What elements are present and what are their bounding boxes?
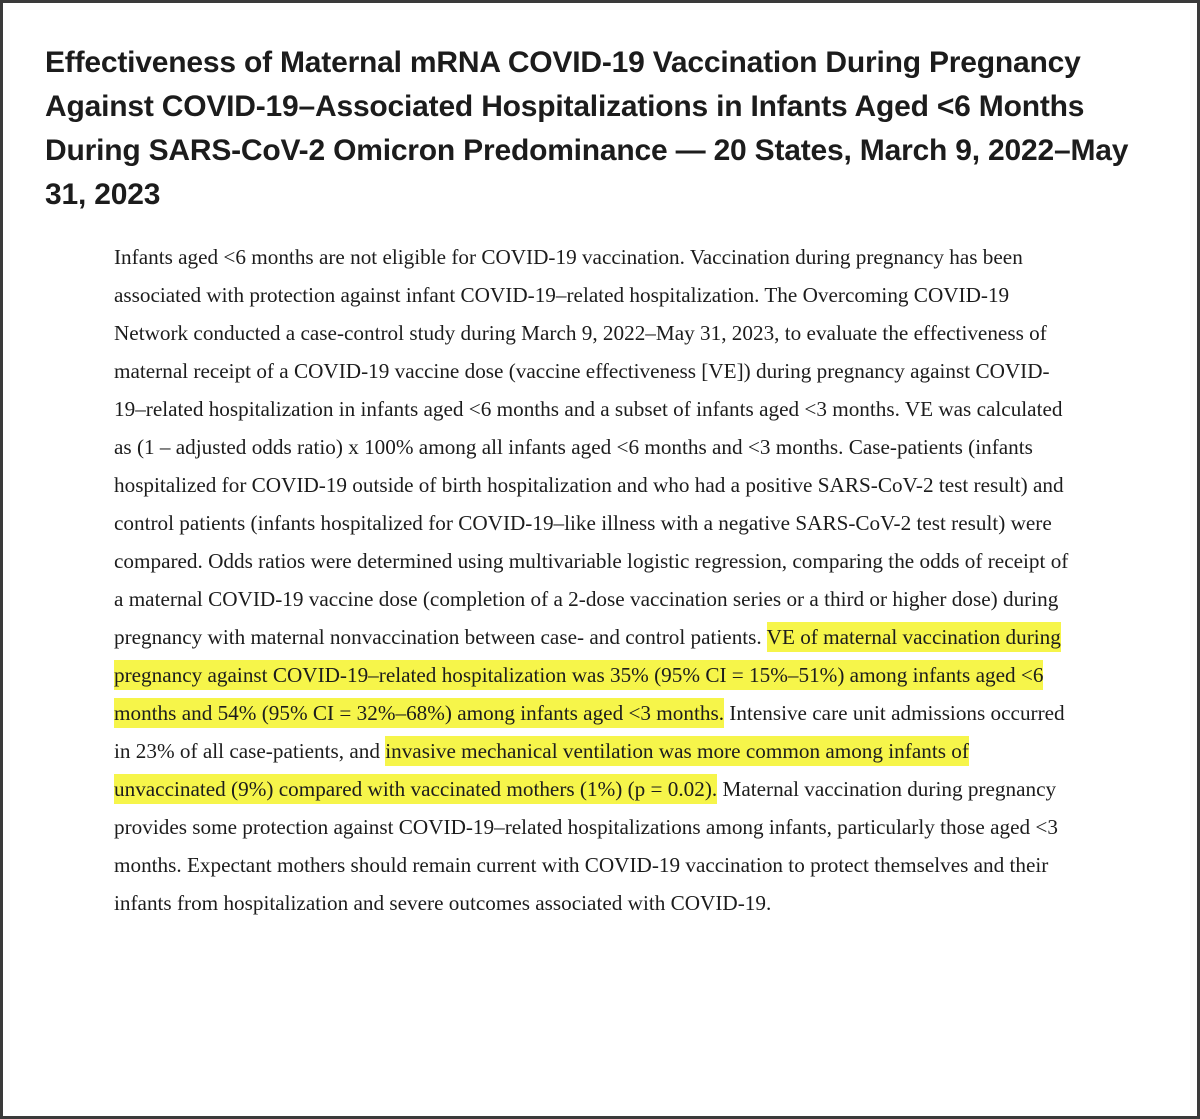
article-title: Effectiveness of Maternal mRNA COVID-19 Vaccination During Pregnancy Against COVID-19–Associated Hospitalizations in Infants Aged <6 Months During SARS-CoV-2 Omicron Predominance — 20 States, March 9, 2022–May 31, 2023 [45, 46, 1129, 211]
highlighted-finding-ve: VE of maternal vaccination during pregnancy against COVID-19–related hospitalization was 35% (95% CI = 15%–51%) among infants aged <6 months and 54% (95% CI = 32%–68%) among infants aged <3 months. [114, 622, 1061, 728]
abstract-conclusion: Maternal vaccination during pregnancy provides some protection against COVID-19–related hospitalizations among infants, particularly those aged <3 months. Expectant mothers should remain current with COVID-19 vaccination to protect themselves and their infants from hospitalization and severe outcomes associated with COVID-19. [114, 777, 1058, 915]
abstract-middle: Intensive care unit admissions occurred in 23% of all case-patients, and [114, 701, 1065, 763]
article-abstract [114, 238, 1074, 922]
highlighted-finding-ventilation: invasive mechanical ventilation was more common among infants of unvaccinated (9%) compared with vaccinated mothers (1%) (p = 0.02). [114, 736, 969, 804]
abstract-intro: Infants aged <6 months are not eligible for COVID-19 vaccination. Vaccination during pregnancy has been associated with protection against infant COVID-19–related hospitalization. The Overcoming COVID-19 Network conducted a case-control study during March 9, 2022–May 31, 2023, to evaluate the effectiveness of maternal receipt of a COVID-19 vaccine dose (vaccine effectiveness [VE]) during pregnancy against COVID-19–related hospitalization in infants aged <6 months and a subset of infants aged <3 months. VE was calculated as (1 – adjusted odds ratio) x 100% among all infants aged <6 months and <3 months. Case-patients (infants hospitalized for COVID-19 outside of birth hospitalization and who had a positive SARS-CoV-2 test result) and control patients (infants hospitalized for COVID-19–like illness with a negative SARS-CoV-2 test result) were compared. Odds ratios were determined using multivariable logistic regression, comparing the odds of receipt of a maternal COVID-19 vaccine dose (completion of a 2-dose vaccination series or a third or higher dose) during pregnancy with maternal nonvaccination between case- and control patients. [114, 245, 1069, 649]
